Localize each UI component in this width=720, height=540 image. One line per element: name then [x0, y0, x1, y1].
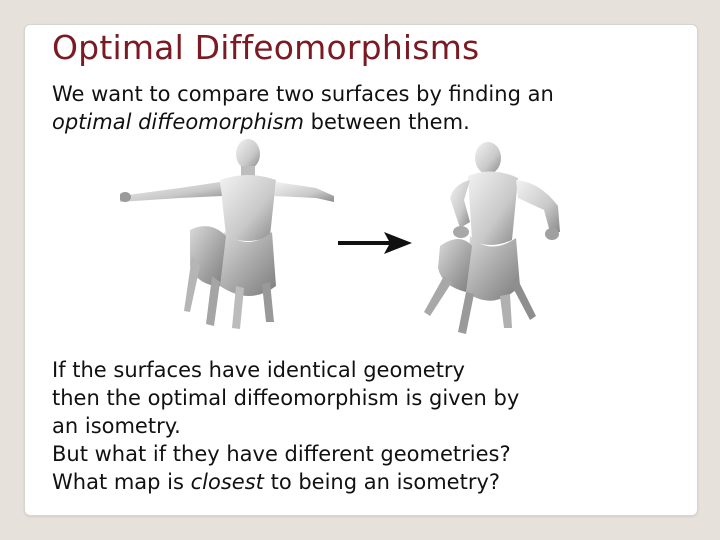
- body-line-2: then the optimal diffeomorphism is given by: [52, 386, 520, 410]
- body-line-3: an isometry.: [52, 414, 181, 438]
- centaur-tpose-icon: [120, 139, 334, 329]
- body-paragraph: [52, 356, 519, 496]
- centaur-crouch-icon: [424, 142, 560, 334]
- body-line-5-pre: What map is: [52, 470, 191, 494]
- centaur-figure: [120, 136, 560, 356]
- body-line-5-post: to being an isometry?: [263, 470, 501, 494]
- slide-title: Optimal Diffeomorphisms: [52, 28, 480, 67]
- right-arrow-icon: [338, 232, 412, 254]
- intro-line-1: We want to compare two surfaces by finding an: [52, 82, 554, 106]
- body-line-5: [52, 468, 519, 496]
- body-emphasis: closest: [190, 470, 264, 494]
- body-line-1: If the surfaces have identical geometry: [52, 358, 465, 382]
- intro-line-2: [52, 108, 554, 136]
- body-line-4: But what if they have different geometries?: [52, 442, 511, 466]
- intro-line-2-rest: between them.: [303, 110, 470, 134]
- intro-emphasis: optimal diffeomorphism: [52, 110, 304, 134]
- intro-paragraph: [52, 80, 554, 136]
